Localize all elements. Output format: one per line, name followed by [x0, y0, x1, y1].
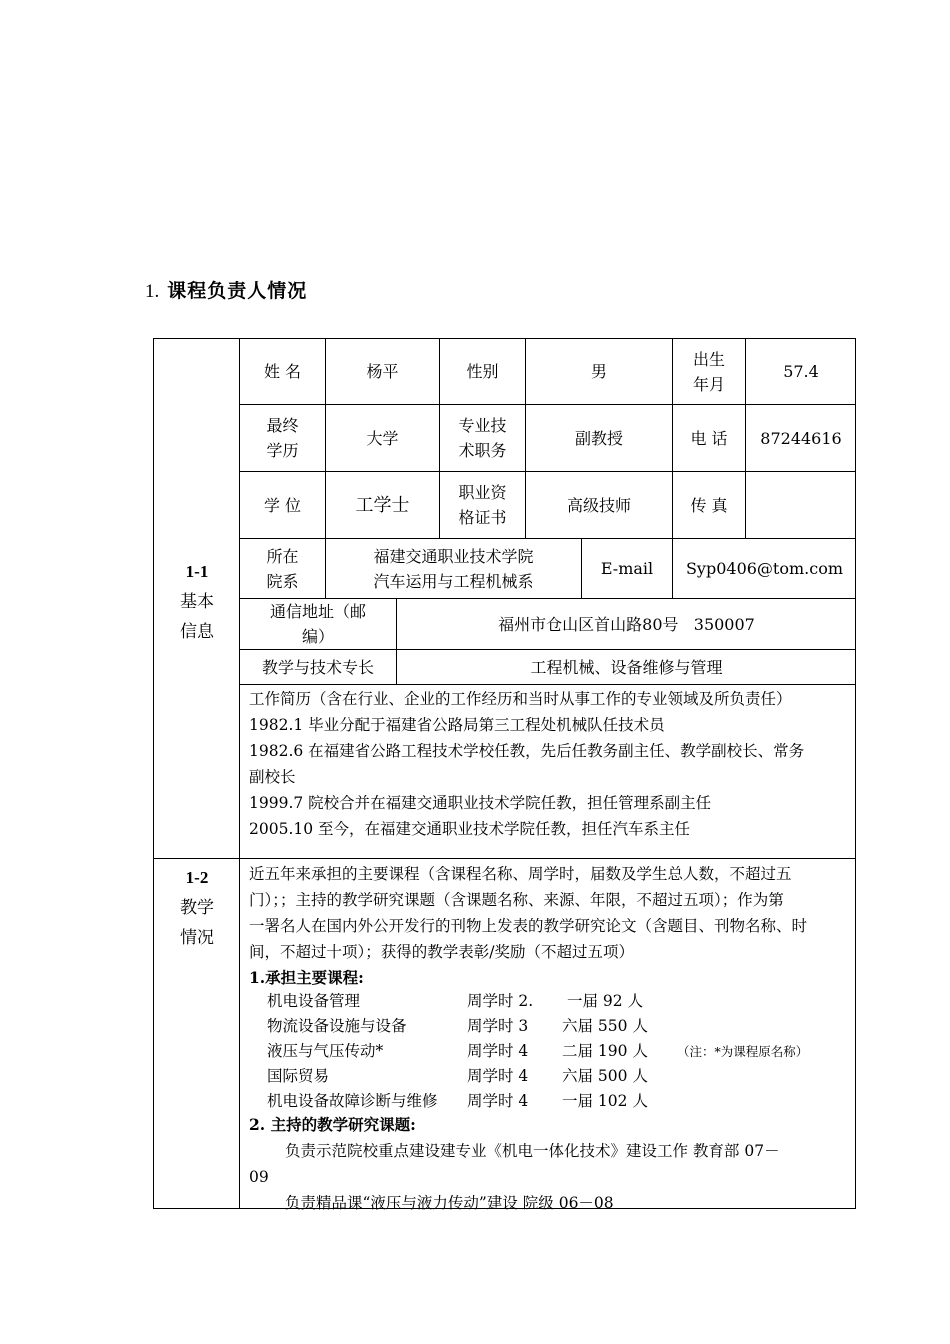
projects-title: 2. 主持的教学研究课题: [249, 1115, 416, 1134]
course-classes: 一届 92 人 [567, 992, 644, 1010]
education-label-line: 学历 [266, 441, 299, 460]
course-row [267, 1089, 847, 1114]
course-name: 液压与气压传动* [267, 1042, 384, 1060]
course-row [267, 1039, 847, 1064]
intro-line: 一署名人在国内外公开发行的刊物上发表的教学研究论文（含题目、刊物名称、时 [249, 917, 808, 935]
education-label [240, 405, 325, 471]
table-divider [239, 684, 856, 685]
research-projects [249, 1112, 854, 1216]
course-row [267, 1064, 847, 1089]
department-label-line: 所在 [266, 546, 299, 566]
section-code: 1-2 [185, 868, 209, 887]
course-hours: 周学时 2. [467, 992, 534, 1010]
resume-line: 1982.1 毕业分配于福建省公路局第三工程处机械队任技术员 [249, 716, 665, 734]
birth-label-line: 年月 [692, 374, 725, 394]
department-label [240, 539, 325, 598]
course-name: 国际贸易 [267, 1067, 330, 1085]
gender-label: 性别 [466, 362, 499, 381]
project-line: 09 [249, 1168, 269, 1186]
course-note: （注：*为课程原名称） [677, 1044, 809, 1059]
table-divider [154, 858, 856, 859]
email-label: E-mail [600, 559, 654, 578]
fax-value [746, 472, 856, 538]
intro-line: 门）；；主持的教学研究课题（含课题名称、来源、年限，不超过五项）；作为第 [249, 891, 784, 909]
section-label-line: 基本 [180, 592, 214, 612]
cert-value: 高级技师 [566, 495, 631, 515]
department-value [326, 539, 581, 598]
course-classes: 六届 500 人 [562, 1067, 648, 1085]
expertise-value: 工程机械、设备维修与管理 [530, 657, 723, 677]
work-resume [249, 686, 854, 842]
resume-line: 2005.10 至今，在福建交通职业技术学院任教，担任汽车系主任 [249, 820, 691, 838]
course-name: 机电设备故障诊断与维修 [267, 1092, 438, 1110]
birth-label-line: 出生 [692, 349, 725, 369]
course-name: 物流设备设施与设备 [267, 1017, 407, 1035]
address-label [240, 599, 396, 649]
heading-title: 课程负责人情况 [167, 280, 308, 302]
resume-line: 1982.6 在福建省公路工程技术学校任教，先后任教务副主任、教学副校长、常务 [249, 742, 805, 760]
phone-value: 87244616 [760, 428, 842, 448]
expertise-label: 教学与技术专长 [261, 657, 374, 677]
course-hours: 周学时 4 [467, 1067, 529, 1085]
address-label-line: 编） [301, 627, 334, 646]
cert-label-line: 职业资 [458, 483, 507, 502]
email-value: Syp0406@tom.com [685, 559, 844, 578]
course-hours: 周学时 4 [467, 1042, 529, 1060]
cert-label-line: 格证书 [458, 508, 507, 527]
resume-header: 工作简历（含在行业、企业的工作经历和当时从事工作的专业领域及所负责任） [249, 690, 792, 708]
section-label-teaching [154, 863, 240, 953]
cert-label [440, 472, 525, 538]
course-hours: 周学时 3 [467, 1017, 529, 1035]
title-value: 副教授 [574, 428, 623, 448]
course-classes: 一届 102 人 [562, 1092, 648, 1110]
intro-line: 间，不超过十项）；获得的教学表彰/奖励（不超过五项） [249, 943, 634, 961]
title-label-line: 术职务 [458, 441, 507, 460]
fax-label: 传 真 [690, 495, 728, 515]
address-label-line: 通信地址（邮 [269, 602, 366, 621]
section-label-line: 信息 [180, 622, 214, 642]
course-name: 机电设备管理 [267, 992, 361, 1010]
name-label: 姓 名 [263, 362, 302, 381]
gender-value: 男 [590, 362, 607, 381]
section-code: 1-1 [185, 562, 209, 581]
course-row [267, 989, 847, 1014]
course-row [267, 1014, 847, 1039]
education-label-line: 最终 [266, 416, 299, 435]
phone-label: 电 话 [690, 428, 728, 448]
project-line: 负责示范院校重点建设建专业《机电一体化技术》建设工作 教育部 07－ [285, 1142, 780, 1160]
section-label-line: 教学 [180, 898, 214, 918]
degree-value: 工学士 [355, 494, 410, 516]
courses-title: 1.承担主要课程: [249, 968, 364, 987]
department-value-line: 汽车运用与工程机械系 [373, 571, 534, 591]
teaching-intro [249, 861, 854, 991]
title-label [440, 405, 525, 471]
heading-number: 1. [145, 281, 160, 302]
course-classes: 六届 550 人 [562, 1017, 648, 1035]
section-label-basic [154, 557, 240, 647]
degree-label: 学 位 [263, 495, 302, 515]
department-value-line: 福建交通职业技术学院 [373, 546, 534, 566]
intro-line: 近五年来承担的主要课程（含课程名称、周学时，届数及学生总人数，不超过五 [249, 865, 792, 883]
project-line: 负责精品课“液压与液力传动”建设 院级 06－08 [285, 1194, 614, 1212]
birth-label [673, 339, 745, 404]
course-classes: 二届 190 人 [562, 1042, 648, 1060]
title-label-line: 专业技 [458, 416, 507, 435]
course-hours: 周学时 4 [467, 1092, 529, 1110]
section-label-line: 情况 [180, 928, 214, 948]
info-table [153, 338, 856, 1212]
resume-line: 副校长 [249, 768, 296, 786]
section-heading [145, 276, 307, 303]
birth-value: 57.4 [783, 362, 819, 381]
department-label-line: 院系 [266, 571, 299, 591]
education-value: 大学 [366, 428, 399, 448]
name-value: 杨平 [366, 362, 399, 381]
resume-line: 1999.7 院校合并在福建交通职业技术学院任教，担任管理系副主任 [249, 794, 712, 812]
address-value: 福州市仓山区首山路80号 350007 [498, 614, 755, 634]
